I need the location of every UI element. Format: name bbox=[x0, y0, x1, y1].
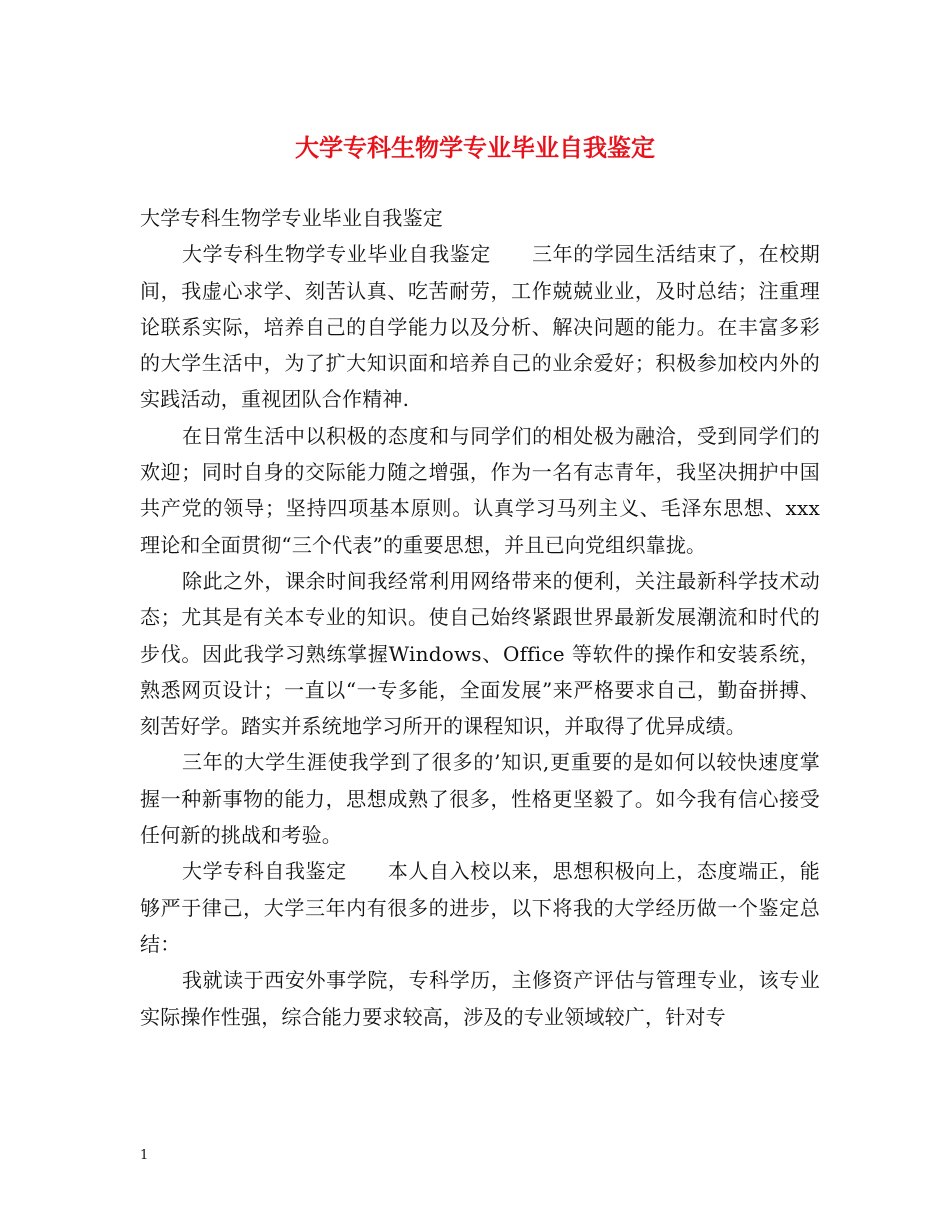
paragraph-5: 大学专科自我鉴定 本人自入校以来，思想积极向上，态度端正，能够严于律己，大学三年内有很多的进步，以下将我的大学经历做一个鉴定总结： bbox=[140, 859, 820, 956]
paragraph-6: 我就读于西安外事学院，专科学历，主修资产评估与管理专业，该专业实际操作性强，综合能力要求较高，涉及的专业领域较广，针对专 bbox=[140, 968, 820, 1029]
paragraph-1: 大学专科生物学专业毕业自我鉴定 三年的学园生活结束了，在校期间，我虚心求学、刻苦认真、吃苦耐劳，工作兢兢业业，及时总结；注重理论联系实际，培养自己的自学能力以及分析、解决问题的能力。在丰富多彩的大学生活中，为了扩大知识面和培养自己的业余爱好；积极参加校内外的实践活动，重视团队合作精神. bbox=[140, 242, 820, 412]
paragraph-2: 在日常生活中以积极的态度和与同学们的相处极为融洽，受到同学们的欢迎；同时自身的交际能力随之增强，作为一名有志青年，我坚决拥护中国共产党的领导；坚持四项基本原则。认真学习马列主义、毛泽东思想、xxx理论和全面贯彻“三个代表”的重要思想，并且已向党组织靠拢。 bbox=[140, 423, 820, 557]
document-title: 大学专科生物学专业毕业自我鉴定 bbox=[295, 133, 655, 162]
paragraph-3: 除此之外，课余时间我经常利用网络带来的便利，关注最新科学技术动态；尤其是有关本专业的知识。使自己始终紧跟世界最新发展潮流和时代的步伐。因此我学习熟练掌握Windows、Office 等软件的操作和安装系统，熟悉网页设计；一直以“一专多能，全面发展”来严格要求自己，勤奋拼搏、刻苦好学。踏实并系统地学习所开的课程知识，并取得了优异成绩。 bbox=[140, 568, 820, 739]
document-body bbox=[140, 200, 820, 1035]
page-number: 1 bbox=[140, 1148, 149, 1163]
paragraph-4: 三年的大学生涯使我学到了很多的’知识,更重要的是如何以较快速度掌握一种新事物的能力，思想成熟了很多，性格更坚毅了。如今我有信心接受任何新的挑战和考验。 bbox=[140, 750, 820, 848]
document-subtitle: 大学专科生物学专业毕业自我鉴定 bbox=[140, 206, 443, 230]
